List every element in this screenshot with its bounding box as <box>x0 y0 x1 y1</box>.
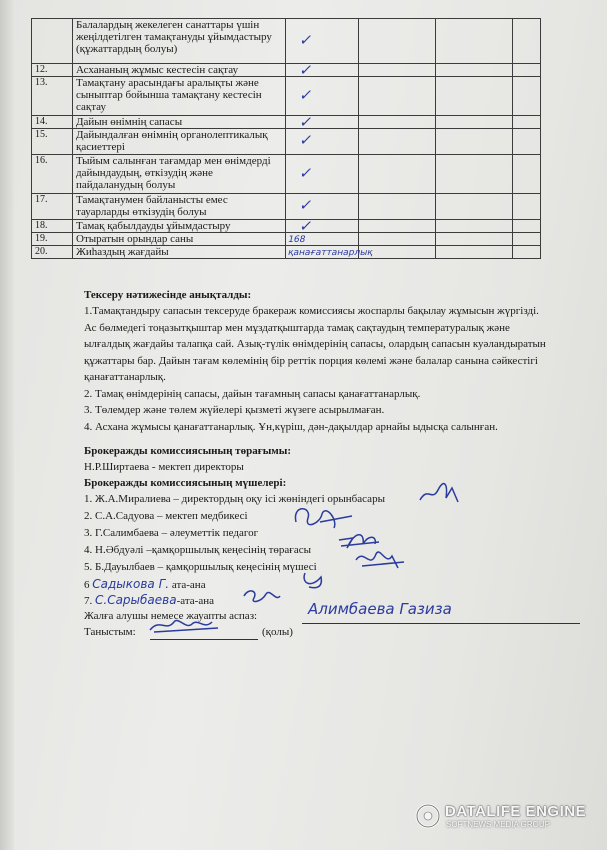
empty-cell <box>359 129 436 155</box>
row-number: 12. <box>32 64 73 77</box>
empty-cell <box>359 155 436 194</box>
table-row <box>32 116 541 129</box>
empty-cell <box>436 19 513 64</box>
row-number <box>32 19 73 64</box>
complainant-underline <box>302 623 580 624</box>
empty-cell <box>359 220 436 233</box>
signature-5 <box>299 569 329 591</box>
empty-cell <box>436 220 513 233</box>
findings-text <box>84 303 554 435</box>
empty-cell <box>359 233 436 246</box>
handwritten-mark: қанағаттанарлық <box>286 248 374 258</box>
chair-heading: Брокеражды комиссиясының төрағымы: <box>84 445 292 457</box>
finding-3: 3. Төлемдер және төлем жүйелері қызметі жүзеге асырылмаған. <box>84 404 385 416</box>
empty-cell <box>513 194 541 220</box>
empty-cell <box>513 64 541 77</box>
empty-cell <box>359 77 436 116</box>
criterion-cell: Тамақтанумен байланысты емес тауарларды өткізудің болуы <box>73 194 286 220</box>
watermark-subtitle: SOFTNEWS MEDIA GROUP <box>446 820 551 829</box>
criterion-cell: Дайындалған өнімнің органолептикалық қасиеттері <box>73 129 286 155</box>
findings-heading: Тексеру нәтижесінде анықталды: <box>84 289 252 301</box>
member-7: 7. С.Сарыбаева-ата-ана <box>84 593 214 607</box>
table-row <box>32 220 541 233</box>
row-number: 14. <box>32 116 73 129</box>
empty-cell <box>436 129 513 155</box>
empty-cell <box>513 77 541 116</box>
checkmark-icon: ✓ <box>298 163 315 182</box>
mark-cell <box>286 246 374 259</box>
mark-cell <box>286 113 359 131</box>
empty-cell <box>436 64 513 77</box>
row-number: 13. <box>32 77 73 116</box>
row-number: 20. <box>32 246 73 259</box>
criterion-cell: Асхананың жұмыс кестесін сақтау <box>73 64 286 77</box>
empty-cell <box>359 19 436 64</box>
mark-cell <box>286 217 359 235</box>
empty-cell <box>513 220 541 233</box>
row-number: 18. <box>32 220 73 233</box>
empty-cell <box>513 233 541 246</box>
table-row <box>32 155 541 194</box>
complainant-handwritten-name: Алимбаева Газиза <box>308 600 452 618</box>
empty-cell <box>436 116 513 129</box>
signature-4 <box>352 546 412 574</box>
criterion-cell: Тамақтану арасындағы аралықты және сыныптар бойынша тамақтану кестесін сақтау <box>73 77 286 116</box>
signature-7 <box>146 614 226 636</box>
mark-cell <box>286 194 359 220</box>
member-5: 5. Б.Дауылбаев – қамқоршылық кеңесінің мүшесі <box>84 561 317 573</box>
parent-6-handwritten-name: Садыкова Г. <box>92 577 170 591</box>
mark-cell <box>286 233 359 246</box>
mark-cell <box>286 155 359 194</box>
parent-7-handwritten-name: С.Сарыбаева <box>95 593 177 607</box>
checkmark-icon: ✓ <box>298 113 315 131</box>
empty-cell <box>359 194 436 220</box>
criterion-cell: Тамақ қабылдауды ұйымдастыру <box>73 220 286 233</box>
acquainted-underline <box>150 639 258 640</box>
criterion-cell: Балалардың жекелеген санаттары үшін жеңілдетілген тамақтануды ұйымдастыру (құжаттардың болуы) <box>73 19 286 64</box>
empty-cell <box>436 194 513 220</box>
row-number: 15. <box>32 129 73 155</box>
empty-cell <box>513 129 541 155</box>
datalife-logo-icon <box>415 803 441 829</box>
member-6: 6 Садыкова Г. ата-ана <box>84 577 206 591</box>
signature-1 <box>418 482 466 506</box>
checkmark-icon: ✓ <box>298 131 315 149</box>
finding-2: 2. Тамақ өнімдерінің сапасы, дайын тағамның сапасы қанағаттанарлық. <box>84 387 421 400</box>
chair-name: Н.Р.Ширтаева - мектеп директоры <box>84 461 244 473</box>
watermark-title: DATALIFE ENGINE <box>445 803 587 820</box>
signature-6 <box>240 586 284 606</box>
complainant-line: Жалға алушы немесе жауапты аспаз: <box>84 610 258 622</box>
empty-cell <box>436 246 513 259</box>
table-row <box>32 129 541 155</box>
criterion-cell: Отыратын орындар саны <box>73 233 286 246</box>
empty-cell <box>513 155 541 194</box>
checkmark-icon: ✓ <box>298 30 315 49</box>
member-1: 1. Ж.А.Миралиева – директордың оқу ісі жөніндегі орынбасары <box>84 493 385 505</box>
member-2: 2. С.А.Садуова – мектеп медбикесі <box>84 510 248 522</box>
empty-cell <box>359 116 436 129</box>
row-number: 17. <box>32 194 73 220</box>
criterion-cell: Тыйым салынған тағамдар мен өнімдерді дайындаудың, өткізудің және пайдаланудың болуы <box>73 155 286 194</box>
empty-cell <box>513 19 541 64</box>
table-row <box>32 19 541 64</box>
table-row <box>32 64 541 77</box>
acquainted-line: Таныстым: <box>84 626 136 638</box>
mark-cell <box>286 61 359 79</box>
empty-cell <box>436 77 513 116</box>
checkmark-icon: ✓ <box>298 85 315 104</box>
empty-cell <box>359 64 436 77</box>
checkmark-icon: ✓ <box>298 61 315 79</box>
finding-4: 4. Асхана жұмысы қанағаттанарлық. Ұн,күріш, дән-дақылдар арнайы ыдысқа салынған. <box>84 420 498 433</box>
member-4: 4. Н.Әбдуәлі –қамқоршылық кеңесінің төрағасы <box>84 544 311 556</box>
table-row <box>32 77 541 116</box>
member-3: 3. Г.Салимбаева – әлеуметтік педагог <box>84 527 259 539</box>
mark-cell <box>286 129 359 155</box>
criterion-cell: Дайын өнімнің сапасы <box>73 116 286 129</box>
mark-cell <box>286 77 359 116</box>
signature-caption: (қолы) <box>262 626 293 638</box>
criterion-cell: Жиһаздың жағдайы <box>73 246 286 259</box>
empty-cell <box>513 246 541 259</box>
row-number: 19. <box>32 233 73 246</box>
mark-cell <box>286 19 359 64</box>
table-row <box>32 246 541 259</box>
row-number: 16. <box>32 155 73 194</box>
checkmark-icon: ✓ <box>298 217 315 235</box>
handwritten-mark: 168 <box>286 235 307 245</box>
table-row <box>32 233 541 246</box>
empty-cell <box>436 155 513 194</box>
checklist-table <box>31 18 541 259</box>
checkmark-icon: ✓ <box>298 196 315 214</box>
empty-cell <box>513 116 541 129</box>
empty-cell <box>436 233 513 246</box>
table-row <box>32 194 541 220</box>
members-heading: Брокеражды комиссиясының мүшелері: <box>84 477 287 489</box>
finding-1: 1.Тамақтандыру сапасын тексеруде бракераж комиссиясы жоспарлы бақылау жұмысын жүргізді. Ас бөлмедегі тоңазытқыштар мен мұздатқыштарда тамақ сақтаудың температуралық және ылғалдық жағдайы талапқа сай. Азық-түлік өнімдерінің сапасы, олардың сапасын куәландыратын құжаттары бар. Дайын тағам көлемінің бір реттік порция көлемі және балалар санына сәйкестігі қанағаттанарлық. <box>84 305 546 383</box>
